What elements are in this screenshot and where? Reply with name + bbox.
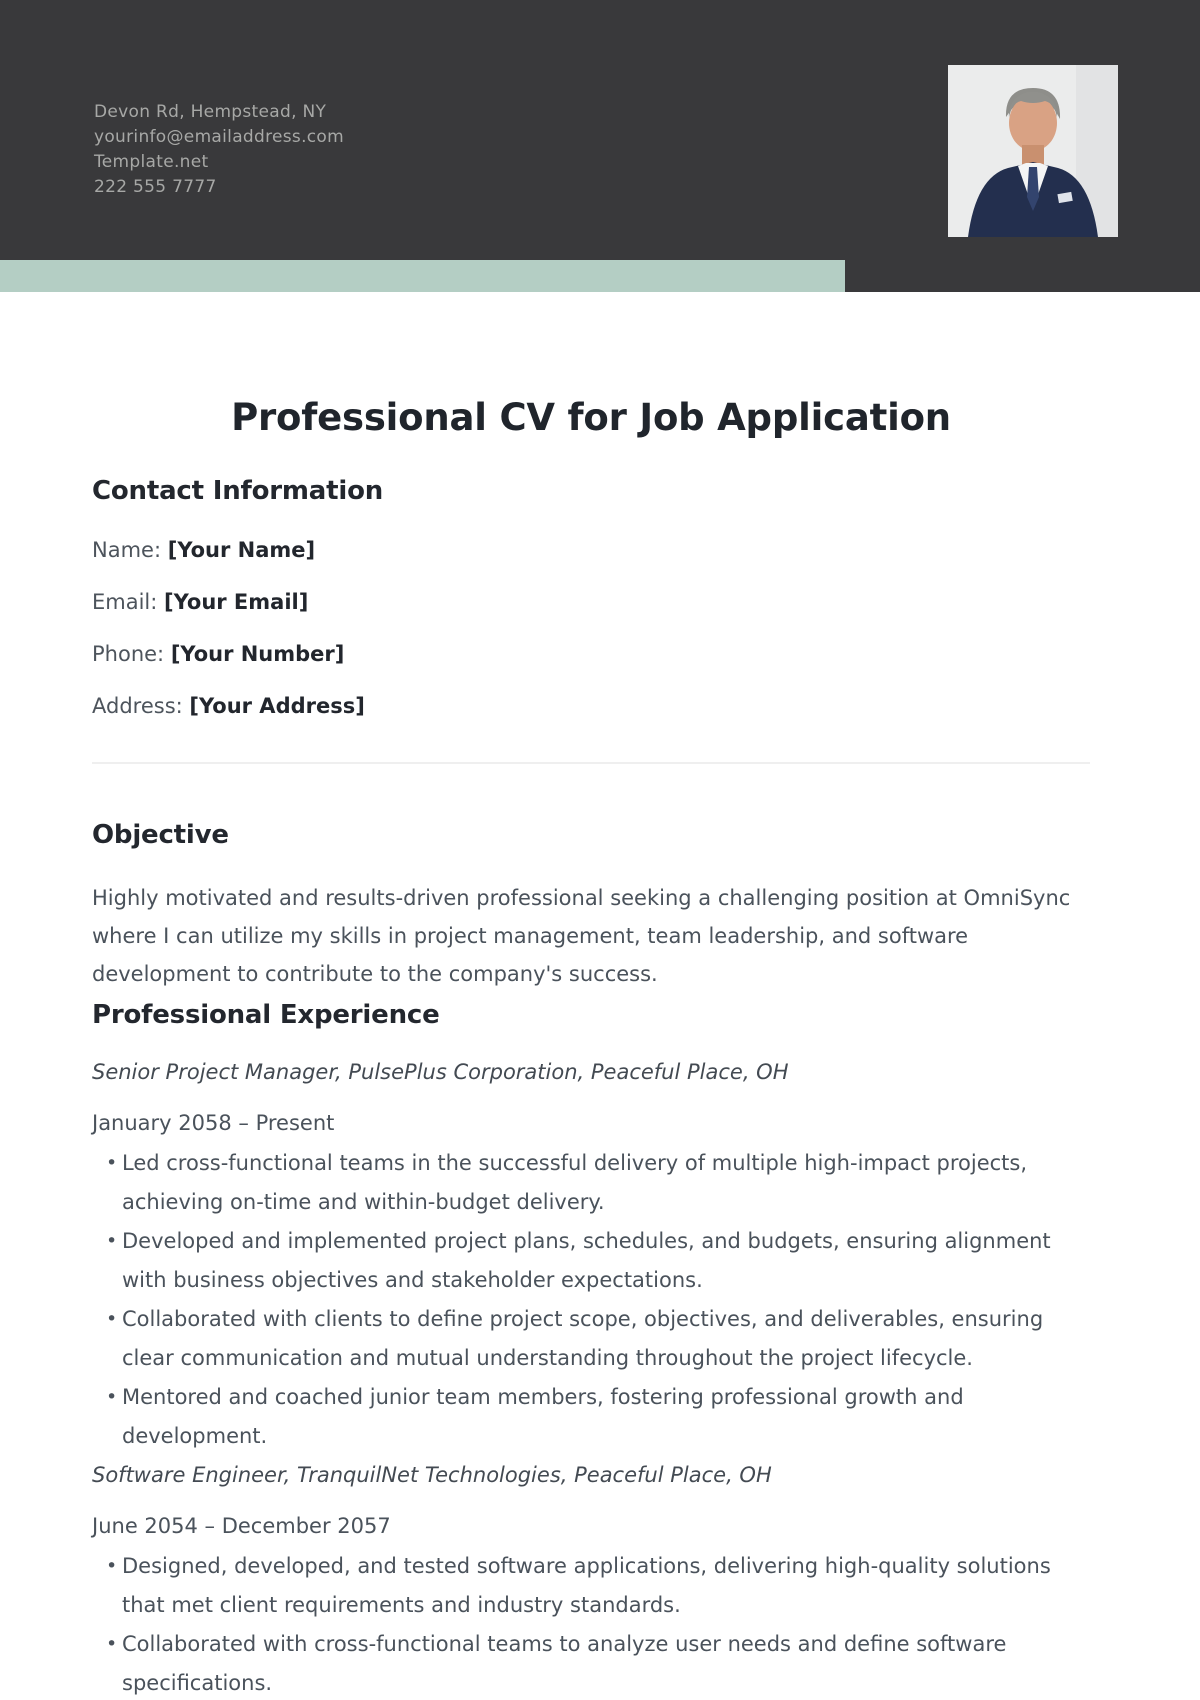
section-divider (92, 762, 1090, 764)
accent-bar (0, 260, 845, 292)
objective-text: Highly motivated and results-driven professional seeking a challenging position at OmniSync where I can utilize my skills in project management, team leadership, and software development to contribute to the company's success. (92, 886, 1071, 986)
contact-field-label: Email: (92, 590, 165, 614)
job-bullet: • Collaborated with clients to define project scope, objectives, and deliverables, ensuring clear communication and mutual understanding throughout the project lifecycle. (106, 1300, 1090, 1378)
contact-field-value: [Your Email] (164, 590, 309, 614)
contact-row (92, 589, 1090, 615)
contact-field-value: [Your Number] (170, 642, 345, 666)
document-body (0, 395, 1200, 1700)
header-address: Devon Rd, Hempstead, NY (94, 102, 327, 122)
contact-field-value: [Your Name] (167, 538, 316, 562)
job-bullet: • Mentored and coached junior team members, fostering professional growth and development. (106, 1378, 1090, 1456)
contact-row (92, 641, 1090, 667)
experience-section (92, 999, 1090, 1700)
objective-heading: Objective (92, 820, 229, 850)
page-title: Professional CV for Job Application (231, 396, 951, 439)
header-website: Template.net (94, 152, 209, 172)
job-date-range: January 2058 – Present (92, 1111, 335, 1135)
profile-photo (948, 65, 1118, 237)
contact-row (92, 537, 1090, 563)
contact-section (92, 475, 1090, 719)
contact-field-label: Name: (92, 538, 168, 562)
contact-heading: Contact Information (92, 476, 384, 506)
experience-heading: Professional Experience (92, 1000, 440, 1030)
header-email: yourinfo@emailaddress.com (94, 127, 344, 147)
job-date-range: June 2054 – December 2057 (92, 1514, 391, 1538)
objective-section (92, 819, 1090, 993)
job-entry (92, 1462, 1090, 1700)
header-band (0, 0, 1200, 292)
contact-row (92, 693, 1090, 719)
job-entry (92, 1059, 1090, 1456)
job-bullet: • Led cross-functional teams in the successful delivery of multiple high-impact projects, achieving on-time and within-budget delivery. (106, 1144, 1090, 1222)
contact-rows (92, 537, 1090, 719)
job-bullet-list (92, 1547, 1090, 1700)
header-phone: 222 555 7777 (94, 177, 217, 197)
job-bullet-list (92, 1144, 1090, 1456)
contact-field-label: Phone: (92, 642, 171, 666)
job-title-line: Senior Project Manager, PulsePlus Corporation, Peaceful Place, OH (92, 1060, 789, 1084)
job-bullet: • Designed, developed, and tested software applications, delivering high-quality solutions that met client requirements and industry standards. (106, 1547, 1090, 1625)
job-bullet: • Collaborated with cross-functional teams to analyze user needs and define software specifications. (106, 1625, 1090, 1700)
job-title-line: Software Engineer, TranquilNet Technologies, Peaceful Place, OH (92, 1463, 772, 1487)
contact-field-value: [Your Address] (189, 694, 365, 718)
profile-photo-image (948, 65, 1118, 237)
header-contact-block (94, 100, 344, 200)
job-list (92, 1059, 1090, 1700)
job-bullet: • Developed and implemented project plans, schedules, and budgets, ensuring alignment with business objectives and stakeholder expectations. (106, 1222, 1090, 1300)
contact-field-label: Address: (92, 694, 190, 718)
